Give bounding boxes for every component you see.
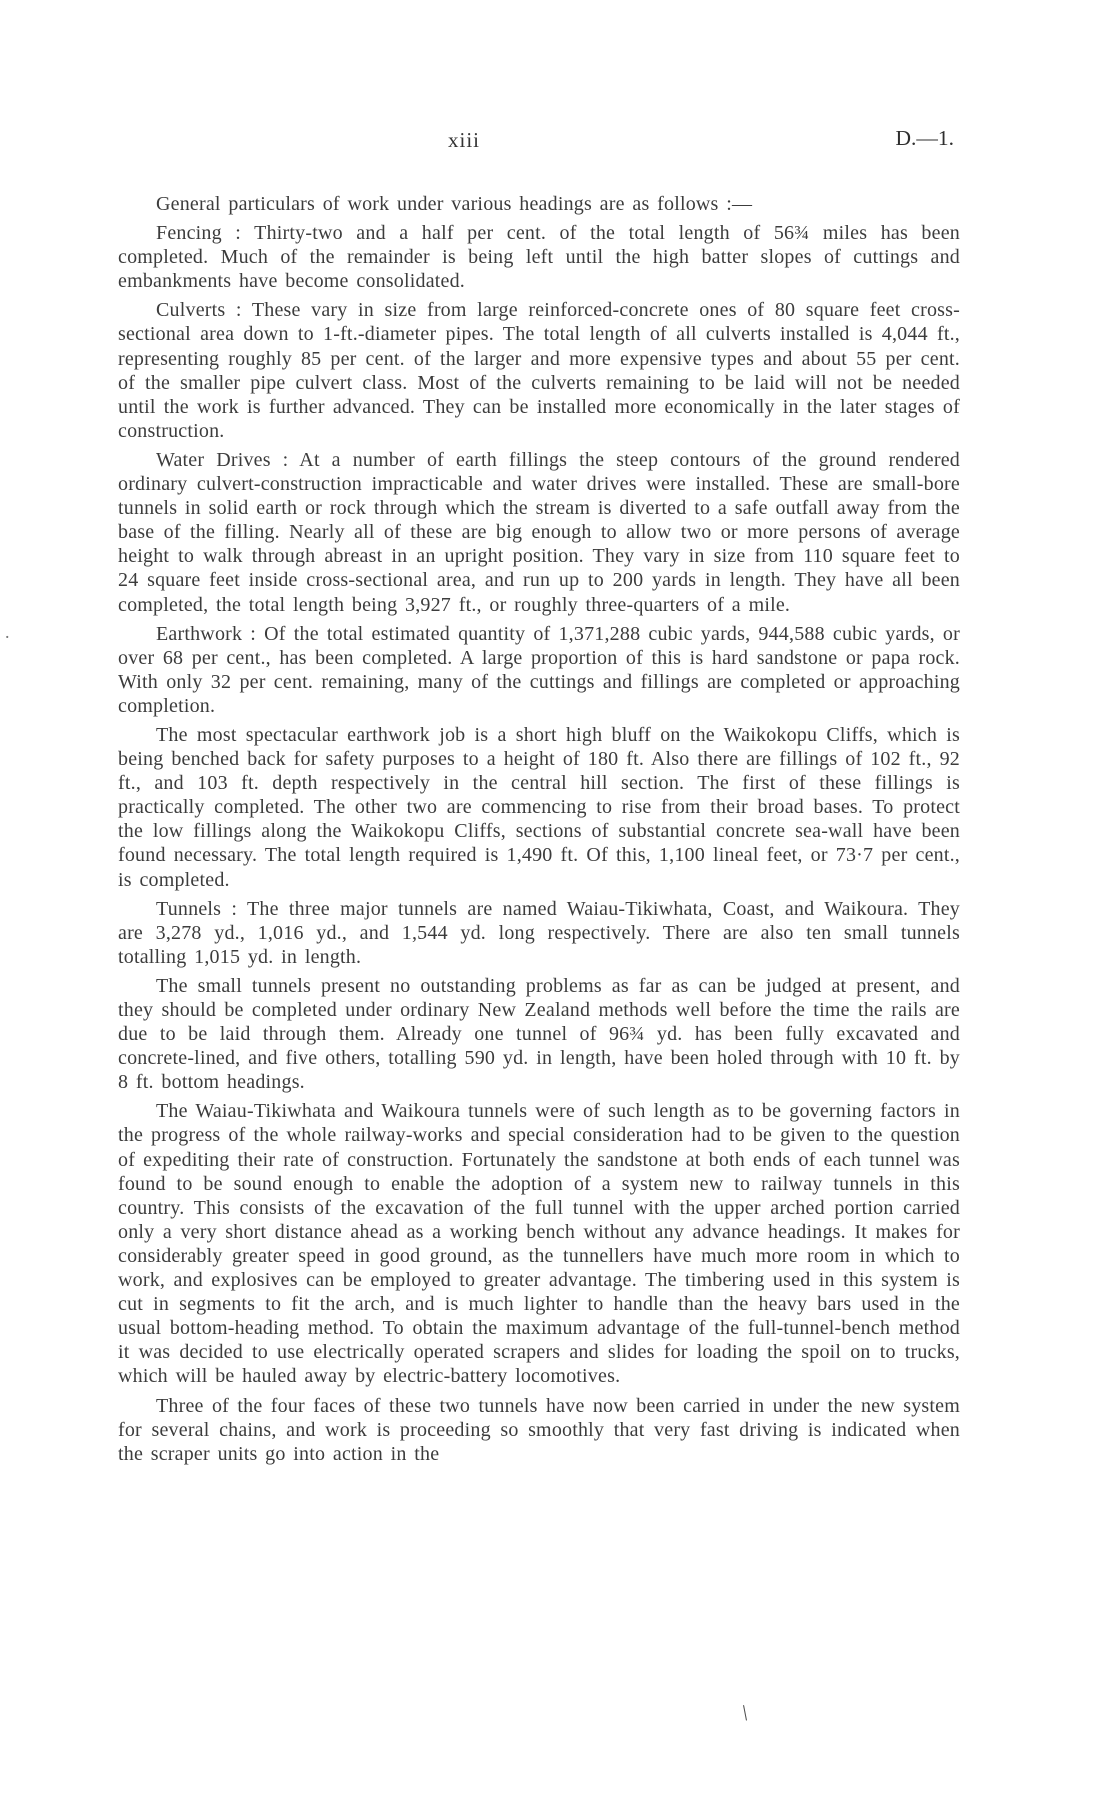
paragraph-earthwork: Earthwork : Of the total estimated quantity of 1,371,288 cubic yards, 944,588 cubic yards, or over 68 per cent., has been completed. A large proportion of this is hard sandstone or papa rock. With only 32 per cent. remaining, many of the cuttings and fillings are completed or approaching completion. bbox=[118, 622, 960, 717]
paragraph-fencing: Fencing : Thirty-two and a half per cent. of the total length of 56¾ miles has been completed. Much of the remainder is being left until the high batter slopes of cuttings and embankments have become consolidated. bbox=[118, 222, 960, 293]
document-reference: D.—1. bbox=[895, 126, 954, 150]
page-number: xiii bbox=[448, 128, 481, 152]
paragraph-tunnel-progress: Three of the four faces of these two tunnels have now been carried in under the new system for several chains, and work is proceeding so smoothly that very fast driving is indicated when the scraper units go into action in the bbox=[118, 1394, 960, 1465]
paragraph-tunnels: Tunnels : The three major tunnels are named Waiau-Tikiwhata, Coast, and Waikoura. They are 3,278 yd., 1,016 yd., and 1,544 yd. long respectively. There are also ten small tunnels totalling 1,015 yd. in length. bbox=[118, 897, 960, 968]
paragraph-culverts: Culverts : These vary in size from large reinforced-concrete ones of 80 square feet cross-sectional area down to 1-ft.-diameter pipes. The total length of all culverts installed is 4,044 ft., representing roughly 85 per cent. of the larger and more expensive types and about 55 per cent. of the smaller pipe culvert class. Most of the culverts remaining to be laid will not be needed until the work is further advanced. They can be installed more economically in the later stages of construction. bbox=[118, 299, 960, 442]
page-header bbox=[0, 126, 1114, 160]
paragraph-small-tunnels: The small tunnels present no outstanding problems as far as can be judged at present, and they should be completed under ordinary New Zealand methods well before the time the rails are due to be laid through them. Already one tunnel of 96¾ yd. has been fully excavated and concrete-lined, and five others, totalling 590 yd. in length, have been holed through with 10 ft. by 8 ft. bottom headings. bbox=[118, 974, 960, 1094]
paragraph-water-drives: Water Drives : At a number of earth fillings the steep contours of the ground rendered ordinary culvert-construction impracticable and water drives were installed. These are small-bore tunnels in solid earth or rock through which the stream is diverted to a safe outfall away from the base of the filling. Nearly all of these are big enough to allow two or more persons of average height to walk through abreast in an upright position. They vary in size from 110 square feet to 24 square feet inside cross-sectional area, and run up to 200 yards in length. They have all been completed, the total length being 3,927 ft., or roughly three-quarters of a mile. bbox=[118, 448, 960, 616]
scan-speck-mark: . bbox=[5, 622, 10, 642]
paragraph-waikokopu-cliffs: The most spectacular earthwork job is a short high bluff on the Waikokopu Cliffs, which is being benched back for safety purposes to a height of 180 ft. Also there are fillings of 102 ft., 92 ft., and 103 ft. depth respectively in the central hill section. The first of these fillings is practically completed. The other two are commencing to rise from their broad bases. To protect the low fillings along the Waikokopu Cliffs, sections of substantial concrete sea-wall have been found necessary. The total length required is 1,490 ft. Of this, 1,100 lineal feet, or 73·7 per cent., is completed. bbox=[118, 723, 960, 891]
body-text bbox=[118, 192, 960, 1471]
paragraph-tunnel-method: The Waiau-Tikiwhata and Waikoura tunnels were of such length as to be governing factors in the progress of the whole railway-works and special consideration had to be given to the question of expediting their rate of construction. Fortunately the sandstone at both ends of each tunnel was found to be sound enough to enable the adoption of a system new to railway tunnels in this country. This consists of the excavation of the full tunnel with the upper arched portion carried only a very short distance ahead as a working bench without any advance headings. It makes for considerably greater speed in good ground, as the tunnellers have much more room in which to work, and explosives can be employed to greater advantage. The timbering used in this system is cut in segments to fit the arch, and is much lighter to handle than the heavy bars used in the usual bottom-heading method. To obtain the maximum advantage of the full-tunnel-bench method it was decided to use electrically operated scrapers and slides for loading the spoil on to trucks, which will be hauled away by electric-battery locomotives. bbox=[118, 1100, 960, 1388]
scan-stray-mark: \ bbox=[740, 1699, 750, 1726]
paragraph-general-particulars: General particulars of work under various headings are as follows :— bbox=[156, 193, 753, 215]
